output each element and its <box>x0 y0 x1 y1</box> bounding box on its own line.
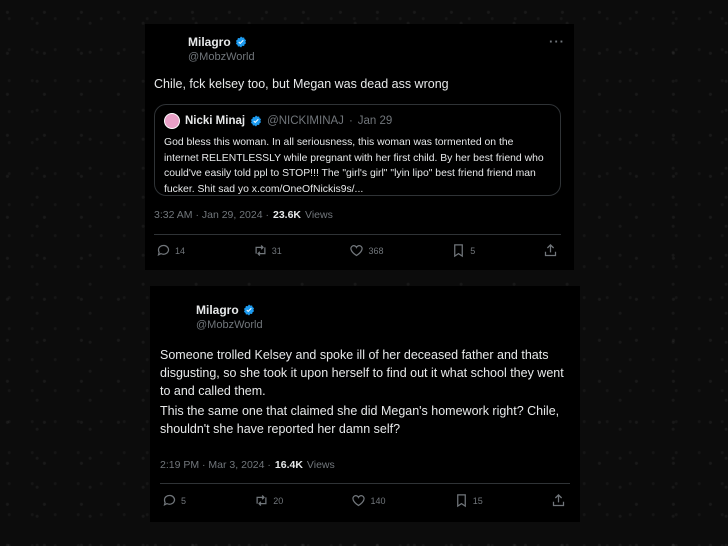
heart-icon <box>351 493 366 508</box>
share-button[interactable] <box>551 493 566 508</box>
timestamp[interactable]: 2:19 PM · Mar 3, 2024 · <box>160 459 271 471</box>
tweet-text-paragraph-2: This the same one that claimed she did Megan's homework right? Chile, shouldn't she have reported her damn self? <box>160 404 560 436</box>
repost-button[interactable] <box>254 493 283 508</box>
reply-button[interactable] <box>156 243 185 258</box>
bookmark-button[interactable] <box>451 243 475 258</box>
like-button[interactable] <box>349 243 383 258</box>
share-icon <box>551 493 566 508</box>
reply-button[interactable] <box>162 493 186 508</box>
quote-text: God bless this woman. In all seriousness, this woman was tormented on the internet RELENTLESSLY while pregnant with her first child. By her best friend who could've easily told ppl to STOP!!! The "girl's girl" "lyin lipo" best friend friend man fucker. Shit sad yo x.com/OneOfNickis9s/... <box>164 137 544 195</box>
quote-author-handle: @NICKIMINAJ <box>267 115 344 127</box>
verified-badge-icon <box>250 115 262 127</box>
tweet-card-1[interactable] <box>145 24 574 270</box>
quote-author-name: Nicki Minaj <box>185 115 246 127</box>
reply-count: 5 <box>181 495 187 506</box>
repost-button[interactable] <box>253 243 282 258</box>
like-count: 368 <box>368 245 384 256</box>
like-button[interactable] <box>351 493 385 508</box>
action-bar <box>156 243 558 258</box>
divider <box>160 483 570 484</box>
tweet-card-2[interactable] <box>150 286 580 522</box>
repost-count: 31 <box>271 245 282 256</box>
bookmark-icon <box>451 243 466 258</box>
timestamp[interactable]: 3:32 AM · Jan 29, 2024 · <box>154 209 269 221</box>
heart-icon <box>349 243 364 258</box>
avatar[interactable] <box>158 294 192 328</box>
more-options-icon[interactable]: ··· <box>549 34 565 49</box>
reply-icon <box>162 493 177 508</box>
tweet-meta <box>154 209 333 221</box>
verified-badge-icon <box>243 304 255 316</box>
separator: · <box>348 115 353 127</box>
reply-count: 14 <box>175 245 186 256</box>
quote-avatar[interactable] <box>164 113 180 129</box>
share-button[interactable] <box>543 243 558 258</box>
bookmark-button[interactable] <box>454 493 483 508</box>
author-handle[interactable]: @MobzWorld <box>196 319 263 331</box>
verified-badge-icon <box>235 36 247 48</box>
quoted-tweet[interactable] <box>154 104 561 196</box>
bookmark-icon <box>454 493 469 508</box>
quote-date: Jan 29 <box>357 115 393 127</box>
views-label: Views <box>305 209 333 221</box>
views-count: 23.6K <box>273 209 302 221</box>
views-label: Views <box>306 459 335 471</box>
share-icon <box>543 243 558 258</box>
author-name[interactable]: Milagro <box>196 303 239 317</box>
tweet-meta <box>160 459 335 471</box>
repost-icon <box>254 493 269 508</box>
avatar[interactable] <box>153 32 187 66</box>
bookmark-count: 5 <box>470 245 476 256</box>
bookmark-count: 15 <box>472 495 483 506</box>
views-count: 16.4K <box>274 459 303 471</box>
like-count: 140 <box>370 495 386 506</box>
tweet-text: Chile, fck kelsey too, but Megan was dead ass wrong <box>154 77 449 91</box>
author-name[interactable]: Milagro <box>188 35 231 49</box>
repost-icon <box>253 243 268 258</box>
author-row[interactable] <box>196 303 255 317</box>
tweet-text-paragraph-1: Someone trolled Kelsey and spoke ill of her deceased father and thats disgusting, so she took it upon herself to find out it what school they went to and called them. <box>160 348 564 398</box>
reply-icon <box>156 243 171 258</box>
action-bar <box>162 493 566 508</box>
author-row[interactable] <box>188 35 247 49</box>
repost-count: 20 <box>273 495 284 506</box>
author-handle[interactable]: @MobzWorld <box>188 51 255 63</box>
divider <box>154 234 561 235</box>
